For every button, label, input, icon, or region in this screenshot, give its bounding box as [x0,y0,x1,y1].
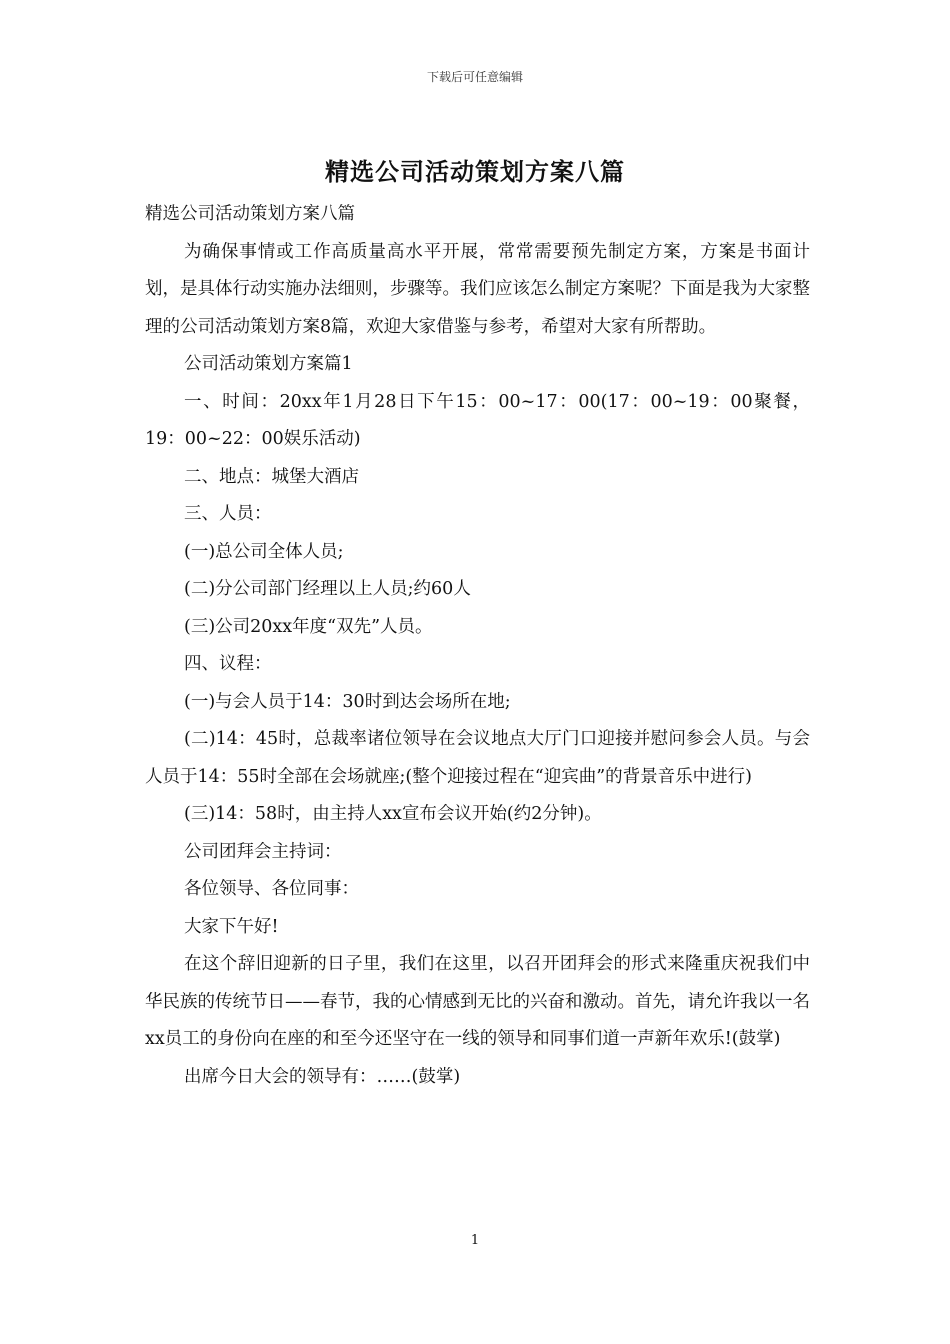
paragraph-good-afternoon: 大家下午好! [184,916,279,937]
paragraph-section-heading: 公司活动策划方案篇1 [184,354,353,374]
paragraph-people: 三、人员： [184,504,272,524]
page-number: 1 [470,1233,480,1248]
paragraph-location: 二、地点：城堡大酒店 [184,466,359,487]
paragraph-intro: 为确保事情或工作高质量高水平开展，常常需要预先制定方案，方案是书面计划，是具体行动实施办法细则，步骤等。我们应该怎么制定方案呢？下面是我为大家整理的公司活动策划方案8篇，欢迎大家借鉴与参考，希望对大家有所帮助。 [145,241,810,337]
paragraph-people-3: (三)公司20xx年度“双先”人员。 [184,616,433,637]
paragraph-greeting: 各位领导、各位同事： [184,879,359,899]
paragraph-agenda: 四、议程： [184,654,272,674]
paragraph-time: 一、时间：20xx年1月28日下午15：00~17：00(17：00~19：00聚餐，19：00~22：00娱乐活动) [145,391,810,449]
paragraph-agenda-2: (二)14：45时，总裁率诸位领导在会议地点大厅门口迎接并慰问参会人员。与会人员于14：55时全部在会场就座;(整个迎接过程在“迎宾曲”的背景音乐中进行) [145,729,810,787]
document-title: 精选公司活动策划方案八篇 [325,157,625,186]
paragraph-people-2: (二)分公司部门经理以上人员;约60人 [184,579,471,599]
paragraph-speech-body: 在这个辞旧迎新的日子里，我们在这里，以召开团拜会的形式来隆重庆祝我们中华民族的传统节日——春节，我的心情感到无比的兴奋和激动。首先，请允许我以一名xx员工的身份向在座的和至今还坚守在一线的领导和同事们道一声新年欢乐!(鼓掌) [145,954,810,1049]
paragraph-people-1: (一)总公司全体人员; [184,541,344,562]
paragraph-leaders: 出席今日大会的领导有：……(鼓掌) [184,1066,461,1087]
paragraph-host-speech: 公司团拜会主持词： [184,841,342,862]
paragraph-agenda-3: (三)14：58时，由主持人xx宣布会议开始(约2分钟)。 [184,804,602,824]
header-note: 下载后可任意编辑 [426,70,523,84]
document-body [145,196,810,1096]
paragraph-agenda-1: (一)与会人员于14：30时到达会场所在地; [184,691,511,712]
paragraph-subtitle: 精选公司活动策划方案八篇 [145,204,355,224]
